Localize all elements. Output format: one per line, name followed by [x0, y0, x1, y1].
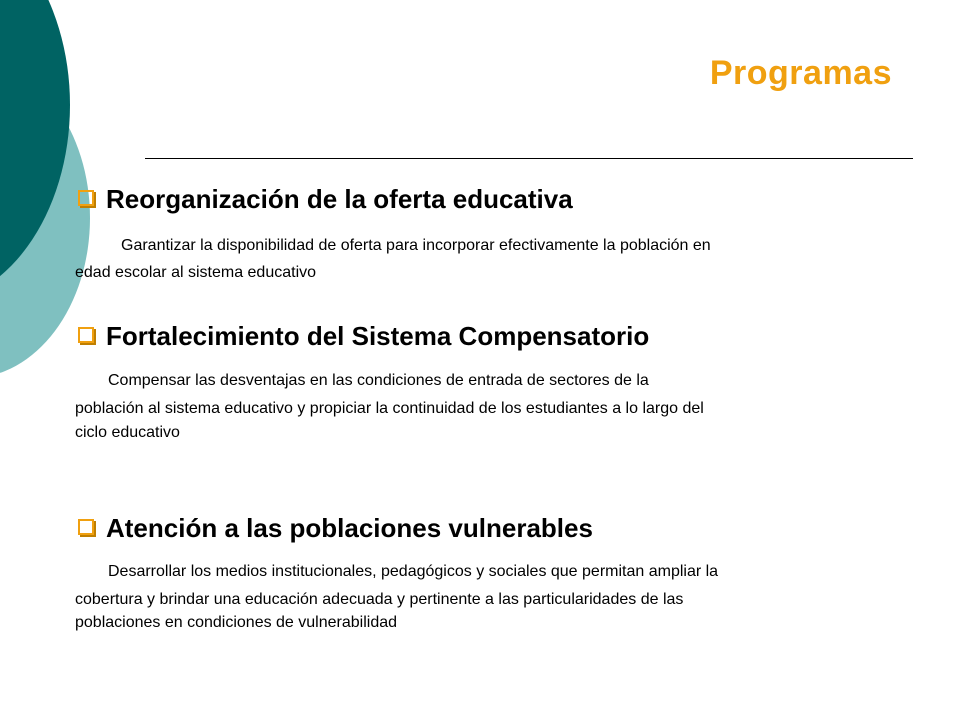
section-body-line: Garantizar la disponibilidad de oferta para incorporar efectivamente la población en [121, 237, 711, 254]
section-heading-text: Atención a las poblaciones vulnerables [106, 513, 593, 543]
section-heading-text: Fortalecimiento del Sistema Compensatorio [106, 321, 650, 351]
section-heading-atencion [78, 513, 593, 544]
checkbox-bullet-icon [78, 190, 94, 206]
section-body-line: Compensar las desventajas en las condiciones de entrada de sectores de la [108, 372, 649, 389]
title-divider [145, 158, 913, 159]
page-title: Programas [709, 54, 892, 92]
section-body-line: cobertura y brindar una educación adecuada y pertinente a las particularidades de las [75, 591, 684, 608]
checkbox-bullet-icon [78, 327, 94, 343]
section-body-line: población al sistema educativo y propiciar la continuidad de los estudiantes a lo largo del [75, 400, 704, 417]
section-heading-text: Reorganización de la oferta educativa [106, 184, 573, 214]
section-heading-fortalecimiento [78, 321, 649, 352]
section-heading-reorganizacion [78, 184, 573, 215]
section-body-line: edad escolar al sistema educativo [75, 264, 317, 281]
section-body-line: poblaciones en condiciones de vulnerabilidad [75, 614, 398, 631]
section-body-line: ciclo educativo [75, 424, 180, 441]
section-body-line: Desarrollar los medios institucionales, pedagógicos y sociales que permitan ampliar la [108, 563, 719, 580]
checkbox-bullet-icon [78, 519, 94, 535]
